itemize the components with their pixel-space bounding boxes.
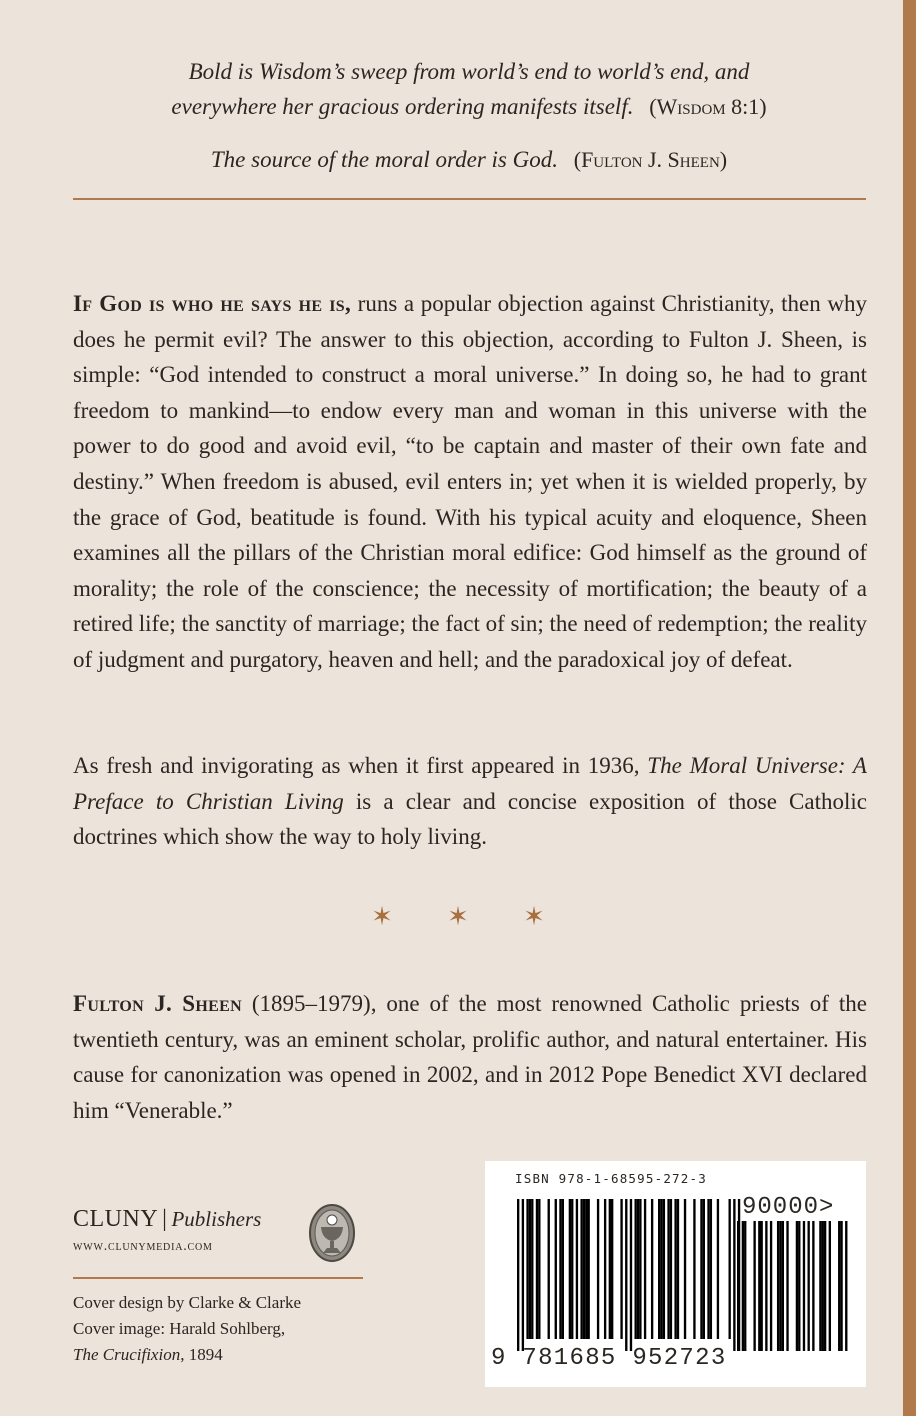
barcode-bar — [660, 1199, 662, 1339]
image-year: , 1894 — [180, 1345, 223, 1364]
addon-bar — [765, 1221, 767, 1351]
addon-bar — [761, 1221, 763, 1351]
barcode-bar — [559, 1199, 561, 1339]
barcode-bar — [667, 1199, 669, 1339]
publisher-name: CLUNY — [73, 1206, 159, 1232]
author-name: Fulton J. Sheen — [73, 991, 242, 1016]
addon-bar — [777, 1221, 779, 1351]
barcode-bar — [548, 1199, 550, 1339]
barcode-bar — [637, 1199, 639, 1339]
star-ornament-icon: ✶ — [447, 902, 469, 931]
addon-bar — [829, 1221, 831, 1351]
barcode-bar — [651, 1199, 653, 1339]
addon-bar — [758, 1221, 760, 1351]
star-ornament-icon: ✶ — [371, 902, 393, 931]
star-ornament-icon: ✶ — [523, 902, 545, 931]
addon-bar — [803, 1221, 805, 1351]
author-bio — [73, 986, 867, 1128]
quote-2-text: The source of the moral order is God. — [210, 147, 558, 172]
barcode-bar — [536, 1199, 538, 1339]
description-text-2a: As fresh and invigorating as when it first appeared in 1936, — [73, 753, 648, 778]
barcode-bar — [700, 1199, 702, 1339]
barcode-bar — [588, 1199, 590, 1339]
addon-bar — [737, 1221, 739, 1351]
description-lead-in: If God is who he says he is, — [73, 291, 352, 316]
epigraph-quote-2 — [73, 142, 865, 177]
cover-credits — [73, 1290, 373, 1368]
addon-bar — [822, 1221, 824, 1351]
barcode-bar — [531, 1199, 533, 1339]
section-separator — [0, 902, 916, 932]
barcode-bar — [609, 1199, 611, 1339]
barcode-bar — [611, 1199, 613, 1339]
addon-bar — [798, 1221, 800, 1351]
addon-bar — [742, 1221, 744, 1351]
barcode-bar — [707, 1199, 709, 1339]
barcode-bar — [663, 1199, 665, 1339]
addon-bar — [753, 1221, 755, 1351]
addon-bar — [824, 1221, 826, 1351]
isbn-label: ISBN 978-1-68595-272-3 — [515, 1171, 707, 1186]
barcode-bar — [733, 1199, 735, 1351]
addon-bar — [840, 1221, 842, 1351]
barcode-bar — [562, 1199, 564, 1339]
top-divider — [73, 198, 866, 200]
barcode-bar — [569, 1199, 571, 1339]
barcode-bar — [677, 1199, 679, 1339]
barcode-bar — [684, 1199, 686, 1339]
barcode-bar — [529, 1199, 531, 1339]
addon-bar — [812, 1221, 814, 1351]
barcode-bar — [693, 1199, 695, 1339]
epigraph-quote-1 — [73, 54, 865, 124]
barcode-bar — [580, 1199, 582, 1339]
addon-bar — [819, 1221, 821, 1351]
addon-bar — [744, 1221, 746, 1351]
quote-1-line-2: everywhere her gracious ordering manifests itself. — [171, 94, 634, 119]
addon-bar — [770, 1221, 772, 1351]
barcode-bar — [583, 1199, 585, 1339]
barcode-bar — [576, 1199, 578, 1339]
barcode-bar — [597, 1199, 599, 1339]
description-paragraph-1 — [73, 286, 867, 678]
barcode-bar — [670, 1199, 672, 1339]
quote-2-source: (Fulton J. Sheen) — [573, 147, 728, 172]
addon-bar — [796, 1221, 798, 1351]
barcode-bar — [620, 1199, 622, 1339]
design-credit: Cover design by Clarke & Clarke — [73, 1293, 302, 1312]
barcode-bar — [625, 1199, 627, 1351]
quote-1-line-1: Bold is Wisdom’s sweep from world’s end to world’s end, and — [188, 59, 750, 84]
book-title: The Moral Universe: A Preface to Christian Living — [73, 753, 867, 814]
image-credit-title-line — [73, 1342, 373, 1368]
barcode-bar — [604, 1199, 606, 1339]
barcode-bar — [538, 1199, 540, 1339]
quote-1-source: (Wisdom 8:1) — [649, 94, 767, 119]
barcode-bar — [644, 1199, 646, 1339]
barcode-bar — [674, 1199, 676, 1339]
barcode-bar — [630, 1199, 632, 1351]
barcode-bar — [710, 1199, 712, 1339]
publisher-label: Publishers — [171, 1207, 262, 1231]
addon-bar — [779, 1221, 781, 1351]
barcode-bar — [555, 1199, 557, 1339]
image-credit: Cover image: Harald Sohlberg, — [73, 1319, 286, 1338]
description-text-1: runs a popular objection against Christianity, then why does he permit evil? The answer to this objection, according to Fulton J. Sheen, is simple: “God intended to construct a moral universe.” In doing so, he had to grant freedom to mankind—to endow every man and woman in this universe with the power to do good and avoid evil, “to be captain and master of their own fate and destiny.” When freedom is abused, evil enters in; yet when it is wielded properly, by the grace of God, beatitude is found. With his typical acuity and eloquence, Sheen examines all the pillars of the Christian moral edifice: God himself as the ground of morality; the role of the conscience; the necessity of mortification; the beauty of a retired life; the sanctity of marriage; the fact of sin; the need of redemption; the reality of judgment and purgatory, heaven and hell; and the paradoxical joy of defeat. — [73, 291, 868, 672]
addon-bar — [786, 1221, 788, 1351]
barcode-bar — [658, 1199, 660, 1339]
description-text-2b: is a clear and concise exposition of those Catholic doctrines which show the way to holy living. — [73, 788, 867, 850]
barcode-bar — [517, 1199, 519, 1351]
barcode-bar — [522, 1199, 524, 1351]
price-code: 90000> — [742, 1194, 835, 1221]
barcode-digits: 9 781685 952723 — [491, 1345, 727, 1372]
barcode-bar — [571, 1199, 573, 1339]
author-bio-text: (1895–1979), one of the most renowned Catholic priests of the twentieth century, was an eminent scholar, prolific author, and natural entertainer. His cause for canonization was opened in 2002, and in 2012 Pope Benedict XVI declared him “Venerable.” — [73, 991, 868, 1123]
image-title: The Crucifixion — [73, 1345, 181, 1364]
description-paragraph-2 — [73, 748, 867, 855]
publisher-divider — [73, 1277, 363, 1279]
addon-bar — [782, 1221, 784, 1351]
barcode-bar — [585, 1199, 587, 1339]
spine-edge — [903, 0, 916, 1416]
addon-bar — [808, 1221, 810, 1351]
publisher-pipe: | — [162, 1206, 168, 1232]
addon-bar — [838, 1221, 840, 1351]
barcode-bar — [526, 1199, 528, 1339]
barcode-bar — [703, 1199, 705, 1339]
barcode-bar — [639, 1199, 641, 1339]
addon-bar — [845, 1221, 847, 1351]
publisher-url: www.clunymedia.com — [73, 1239, 213, 1254]
chalice-seal-icon — [308, 1203, 356, 1263]
barcode-bar — [729, 1199, 731, 1339]
isbn-barcode — [485, 1161, 866, 1387]
barcode-bar — [717, 1199, 719, 1339]
epigraph — [73, 54, 865, 177]
barcode-bar — [635, 1199, 637, 1339]
